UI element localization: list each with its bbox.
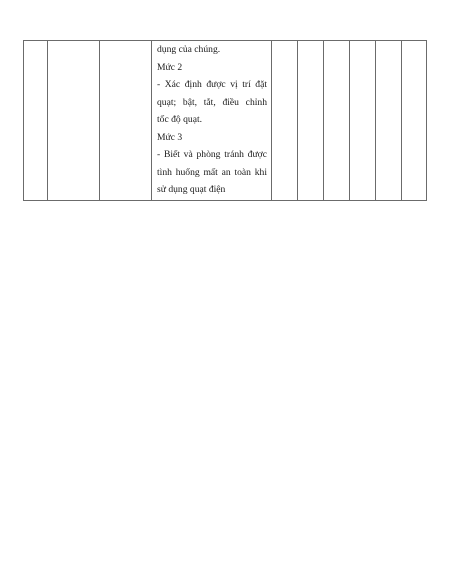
content-line: - Biết và phòng tránh được (157, 149, 267, 160)
content-line: sử dụng quạt điện (157, 184, 226, 195)
table-cell-col1 (24, 41, 48, 201)
content-line: - Xác định được vị trí đặt (157, 79, 267, 90)
content-lines (157, 41, 267, 199)
table-cell-col9 (376, 41, 402, 201)
table-cell-content (152, 41, 272, 201)
content-line: tốc độ quạt. (157, 114, 203, 125)
table-cell-col2 (48, 41, 100, 201)
table-cell-col10 (402, 41, 427, 201)
table-cell-col5 (272, 41, 298, 201)
table-cell-col7 (324, 41, 350, 201)
table-row (24, 41, 427, 201)
table-cell-col8 (350, 41, 376, 201)
document-table (23, 40, 427, 201)
table-cell-col6 (298, 41, 324, 201)
content-line: dụng của chúng. (157, 44, 221, 55)
content-line: Mức 2 (157, 61, 183, 73)
content-line: Mức 3 (157, 131, 183, 143)
content-line: tình huống mất an toàn khi (157, 166, 267, 178)
content-line: quạt; bật, tắt, điều chỉnh (157, 96, 267, 108)
table-cell-col3 (100, 41, 152, 201)
